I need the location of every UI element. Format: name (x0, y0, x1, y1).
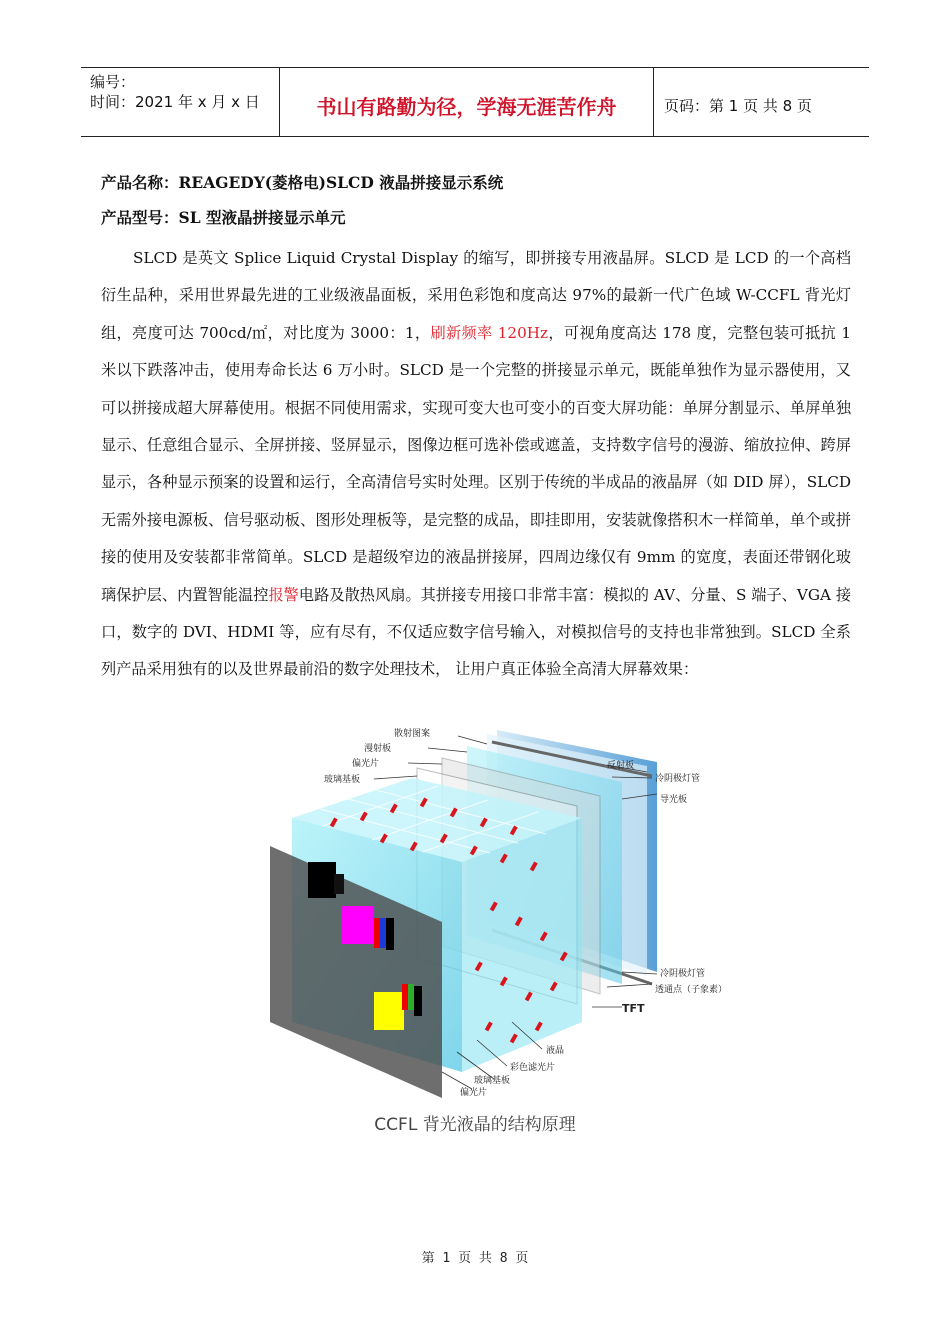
front-box-side (462, 818, 582, 1072)
number-label: 编号： (90, 73, 136, 91)
header-motto: 书山有路勤为径，学海无涯苦作舟 (280, 68, 654, 136)
label-polarizer-bottom: 偏光片 (460, 1088, 488, 1098)
label-light-guide: 导光板 (660, 795, 688, 805)
label-ccfl-top: 冷阴极灯管 (655, 774, 701, 784)
label-polarizer-top: 偏光片 (352, 759, 380, 769)
label-color-filter: 彩色滤光片 (510, 1063, 556, 1073)
time-label: 时间：2021 年 x 月 x 日 (90, 93, 260, 111)
body-part-3: 电路及散热风扇。其拼接专用接口非常丰富：模拟的 AV、分量、S 端子、VGA 接口，数字的 DVI、HDMI 等，应有尽有，不仅适应数字信号输入，对模拟信号的支持也非常独到。SLCD 全系列产品采用独有的以及世界最前沿的数字处理技术， 让用户真正体验全高清大屏幕效果： (101, 585, 852, 679)
label-ccfl-bottom: 冷阴极灯管 (660, 969, 706, 979)
label-pixel: 透通点（子象素） (655, 985, 728, 995)
label-diffuser: 漫射板 (364, 744, 392, 754)
filter-black-2 (334, 874, 344, 894)
filter-black-1 (308, 862, 336, 898)
label-glass-top: 玻璃基板 (324, 775, 361, 785)
label-scatter-pattern: 散射图案 (394, 729, 431, 739)
alarm-highlight: 报警 (268, 585, 299, 604)
ccfl-lcd-structure-diagram (262, 722, 732, 1098)
filter-black-3 (386, 918, 394, 950)
filter-red (374, 918, 380, 948)
filter-blue (380, 918, 386, 948)
filter-green (408, 984, 414, 1010)
refresh-rate-highlight: 刷新频率 120Hz (430, 323, 548, 342)
label-reflector: 反射板 (607, 761, 635, 771)
product-name: 产品名称：REAGEDY(菱格电)SLCD 液晶拼接显示系统 (101, 173, 504, 192)
filter-red-2 (402, 984, 408, 1010)
header-page-number: 页码：第 1 页 共 8 页 (664, 96, 812, 115)
header-table (81, 67, 869, 137)
filter-magenta (342, 906, 374, 944)
label-tft: TFT (622, 1002, 645, 1015)
label-liquid-crystal: 液晶 (546, 1046, 565, 1056)
body-paragraph (101, 240, 851, 689)
body-part-2: ，可视角度高达 178 度，完整包装可抵抗 1 米以下跌落冲击，使用寿命长达 6 万小时。SLCD 是一个完整的拼接显示单元，既能单独作为显示器使用，又可以拼接成超大屏幕使用。根据不同使用需求，实现可变大也可变小的百变大屏功能：单屏分割显示、单屏单独显示、任意组合显示、全屏拼接、竖屏显示，图像边框可选补偿或遮盖，支持数字信号的漫游、缩放拉伸、跨屏显示，各种显示预案的设置和运行，全高清信号实时处理。区别于传统的半成品的液晶屏（如 DID 屏），SLCD 无需外接电源板、信号驱动板、图形处理板等，是完整的成品，即挂即用，安装就像搭积木一样简单，单个或拼接的使用及安装都非常简单。SLCD 是超级窄边的液晶拼接屏，四周边缘仅有 9mm 的宽度，表面还带钢化玻璃保护层、内置智能温控 (101, 323, 851, 604)
figure-caption: CCFL 背光液晶的结构原理 (374, 1115, 576, 1135)
filter-yellow (374, 992, 404, 1030)
header-info-cell (81, 68, 280, 136)
filter-black-4 (414, 986, 422, 1016)
label-glass-bottom: 玻璃基板 (474, 1076, 511, 1086)
body-part-1: SLCD 是英文 Splice Liquid Crystal Display 的缩写，即拼接专用液晶屏。SLCD 是 LCD 的一个高档衍生品种，采用世界最先进的工业级液晶面板，采用色彩饱和度高达 97%的最新一代广色域 W-CCFL 背光灯组，亮度可达 700cd/㎡，对比度为 3000：1， (101, 249, 851, 342)
page-footer: 第 1 页 共 8 页 (421, 1251, 529, 1266)
product-model: 产品型号：SL 型液晶拼接显示单元 (101, 208, 346, 227)
